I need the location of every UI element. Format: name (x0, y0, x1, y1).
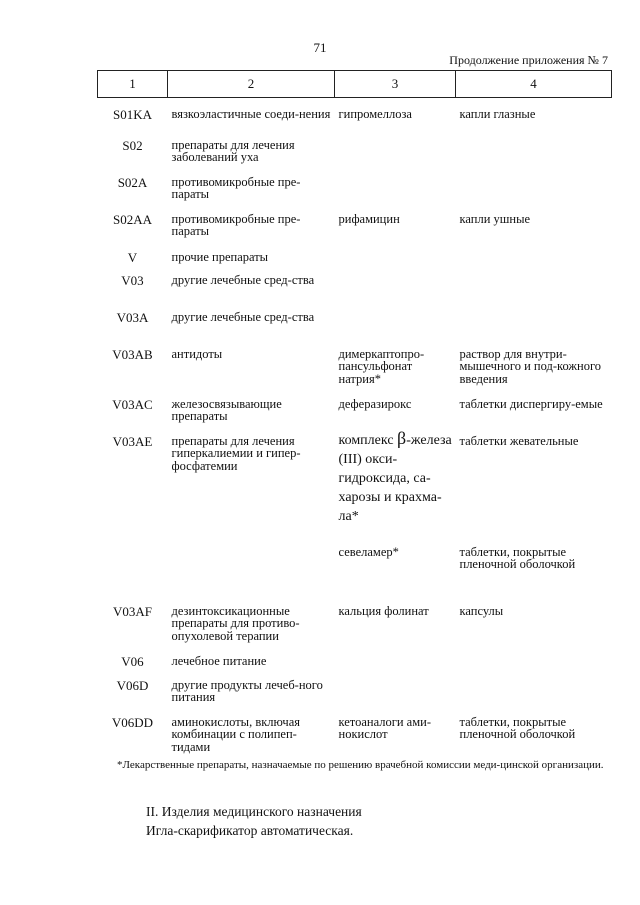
atc-code: S02AA (112, 211, 152, 227)
table-row (98, 242, 612, 266)
table-row (98, 671, 612, 708)
atc-code: V06D (116, 677, 149, 693)
table-row (98, 131, 612, 168)
substance-rest: -железа (III) окси-гидроксида, са-харозы и крахма-ла* (338, 432, 452, 524)
group-name: прочие препараты (171, 249, 269, 264)
group-name: другие лечебные сред-ства (171, 309, 315, 324)
dosage-form: раствор для внутри-мышечного и под-кожного введения (459, 346, 602, 386)
active-substance (335, 647, 456, 671)
table-header-cell: 3 (335, 71, 456, 98)
atc-code: V03AE (112, 433, 153, 449)
dosage-form (456, 303, 612, 340)
table-row (98, 266, 612, 303)
dosage-form (456, 647, 612, 671)
group-name: железосвязывающие препараты (171, 396, 282, 423)
atc-code: V03AF (112, 603, 152, 619)
active-substance: севеламер* (338, 544, 399, 559)
active-substance (335, 303, 456, 340)
active-substance: кальция фолинат (338, 603, 429, 618)
dosage-form: капли глазные (459, 107, 536, 121)
beta-symbol: β (397, 427, 407, 448)
table-row (98, 98, 612, 131)
table-row (98, 541, 612, 597)
atc-code: V06DD (111, 714, 154, 730)
table-row (98, 647, 612, 671)
footnote: *Лекарственные препараты, назначаемые по решению врачебной комиссии меди-цинской организации. (117, 759, 604, 771)
atc-code: V03AC (112, 396, 153, 412)
table-row (98, 708, 612, 758)
continuation-label: Продолжение приложения № 7 (449, 53, 608, 67)
group-name: антидоты (171, 346, 223, 361)
dosage-form: капсулы (459, 603, 504, 618)
atc-code: V03 (121, 272, 144, 288)
table-header-cell: 4 (456, 71, 612, 98)
table-row (98, 390, 612, 427)
dosage-form: таблетки жевательные (459, 433, 579, 448)
table-row (98, 597, 612, 647)
active-substance (335, 131, 456, 168)
group-name: аминокислоты, включая комбинации с полипеп-тидами (171, 714, 300, 754)
table-header-row (98, 71, 612, 98)
dosage-form (456, 671, 612, 708)
atc-code: V (127, 249, 138, 265)
atc-code: V03A (116, 309, 149, 325)
dosage-form (456, 131, 612, 168)
dosage-form: капли ушные (459, 211, 531, 226)
active-substance (335, 242, 456, 266)
group-name: препараты для лечения заболеваний уха (171, 137, 295, 164)
active-substance (335, 671, 456, 708)
group-name: лечебное питание (171, 653, 267, 668)
group-name: другие продукты лечеб-ного питания (171, 677, 323, 704)
table-row (98, 168, 612, 205)
table-row (98, 427, 612, 541)
dosage-form (456, 168, 612, 205)
drug-table (97, 70, 612, 758)
active-substance: деферазирокс (338, 396, 412, 411)
active-substance: кетоаналоги ами-нокислот (338, 714, 431, 741)
atc-code (98, 541, 168, 597)
table-header-cell: 2 (168, 71, 335, 98)
active-substance: димеркаптопро-пансульфонат натрия* (338, 346, 425, 386)
dosage-form: таблетки, покрытые пленочной оболочкой (459, 544, 576, 571)
active-substance (335, 427, 456, 541)
group-name: противомикробные пре-параты (171, 174, 301, 201)
page-number: 71 (313, 40, 327, 55)
active-substance: гипромеллоза (338, 107, 412, 121)
section-item: Игла-скарификатор автоматическая. (146, 823, 354, 838)
table-header-cell: 1 (98, 71, 168, 98)
atc-code: S02A (117, 174, 148, 190)
table-row (98, 303, 612, 340)
group-name: дезинтоксикационные препараты для противо-опухолевой терапии (171, 603, 300, 643)
atc-code: V03AB (112, 346, 153, 362)
dosage-form (456, 242, 612, 266)
dosage-form: таблетки диспергиру-емые (459, 396, 603, 411)
group-name (168, 541, 335, 597)
active-substance (335, 266, 456, 303)
atc-code: S02 (122, 137, 143, 153)
group-name: противомикробные пре-параты (171, 211, 301, 238)
active-substance (335, 168, 456, 205)
table-row (98, 205, 612, 242)
table-row (98, 340, 612, 390)
atc-code: S01KA (112, 107, 152, 122)
group-name: другие лечебные сред-ства (171, 272, 315, 287)
section-title: II. Изделия медицинского назначения (146, 804, 362, 819)
group-name: препараты для лечения гиперкалиемии и гипер-фосфатемии (171, 433, 301, 473)
active-substance: рифамицин (338, 211, 400, 226)
dosage-form: таблетки, покрытые пленочной оболочкой (459, 714, 576, 741)
group-name: вязкоэластичные соеди-нения (171, 107, 331, 121)
substance-prefix: комплекс (338, 432, 394, 448)
atc-code: V06 (121, 653, 144, 669)
dosage-form (456, 266, 612, 303)
